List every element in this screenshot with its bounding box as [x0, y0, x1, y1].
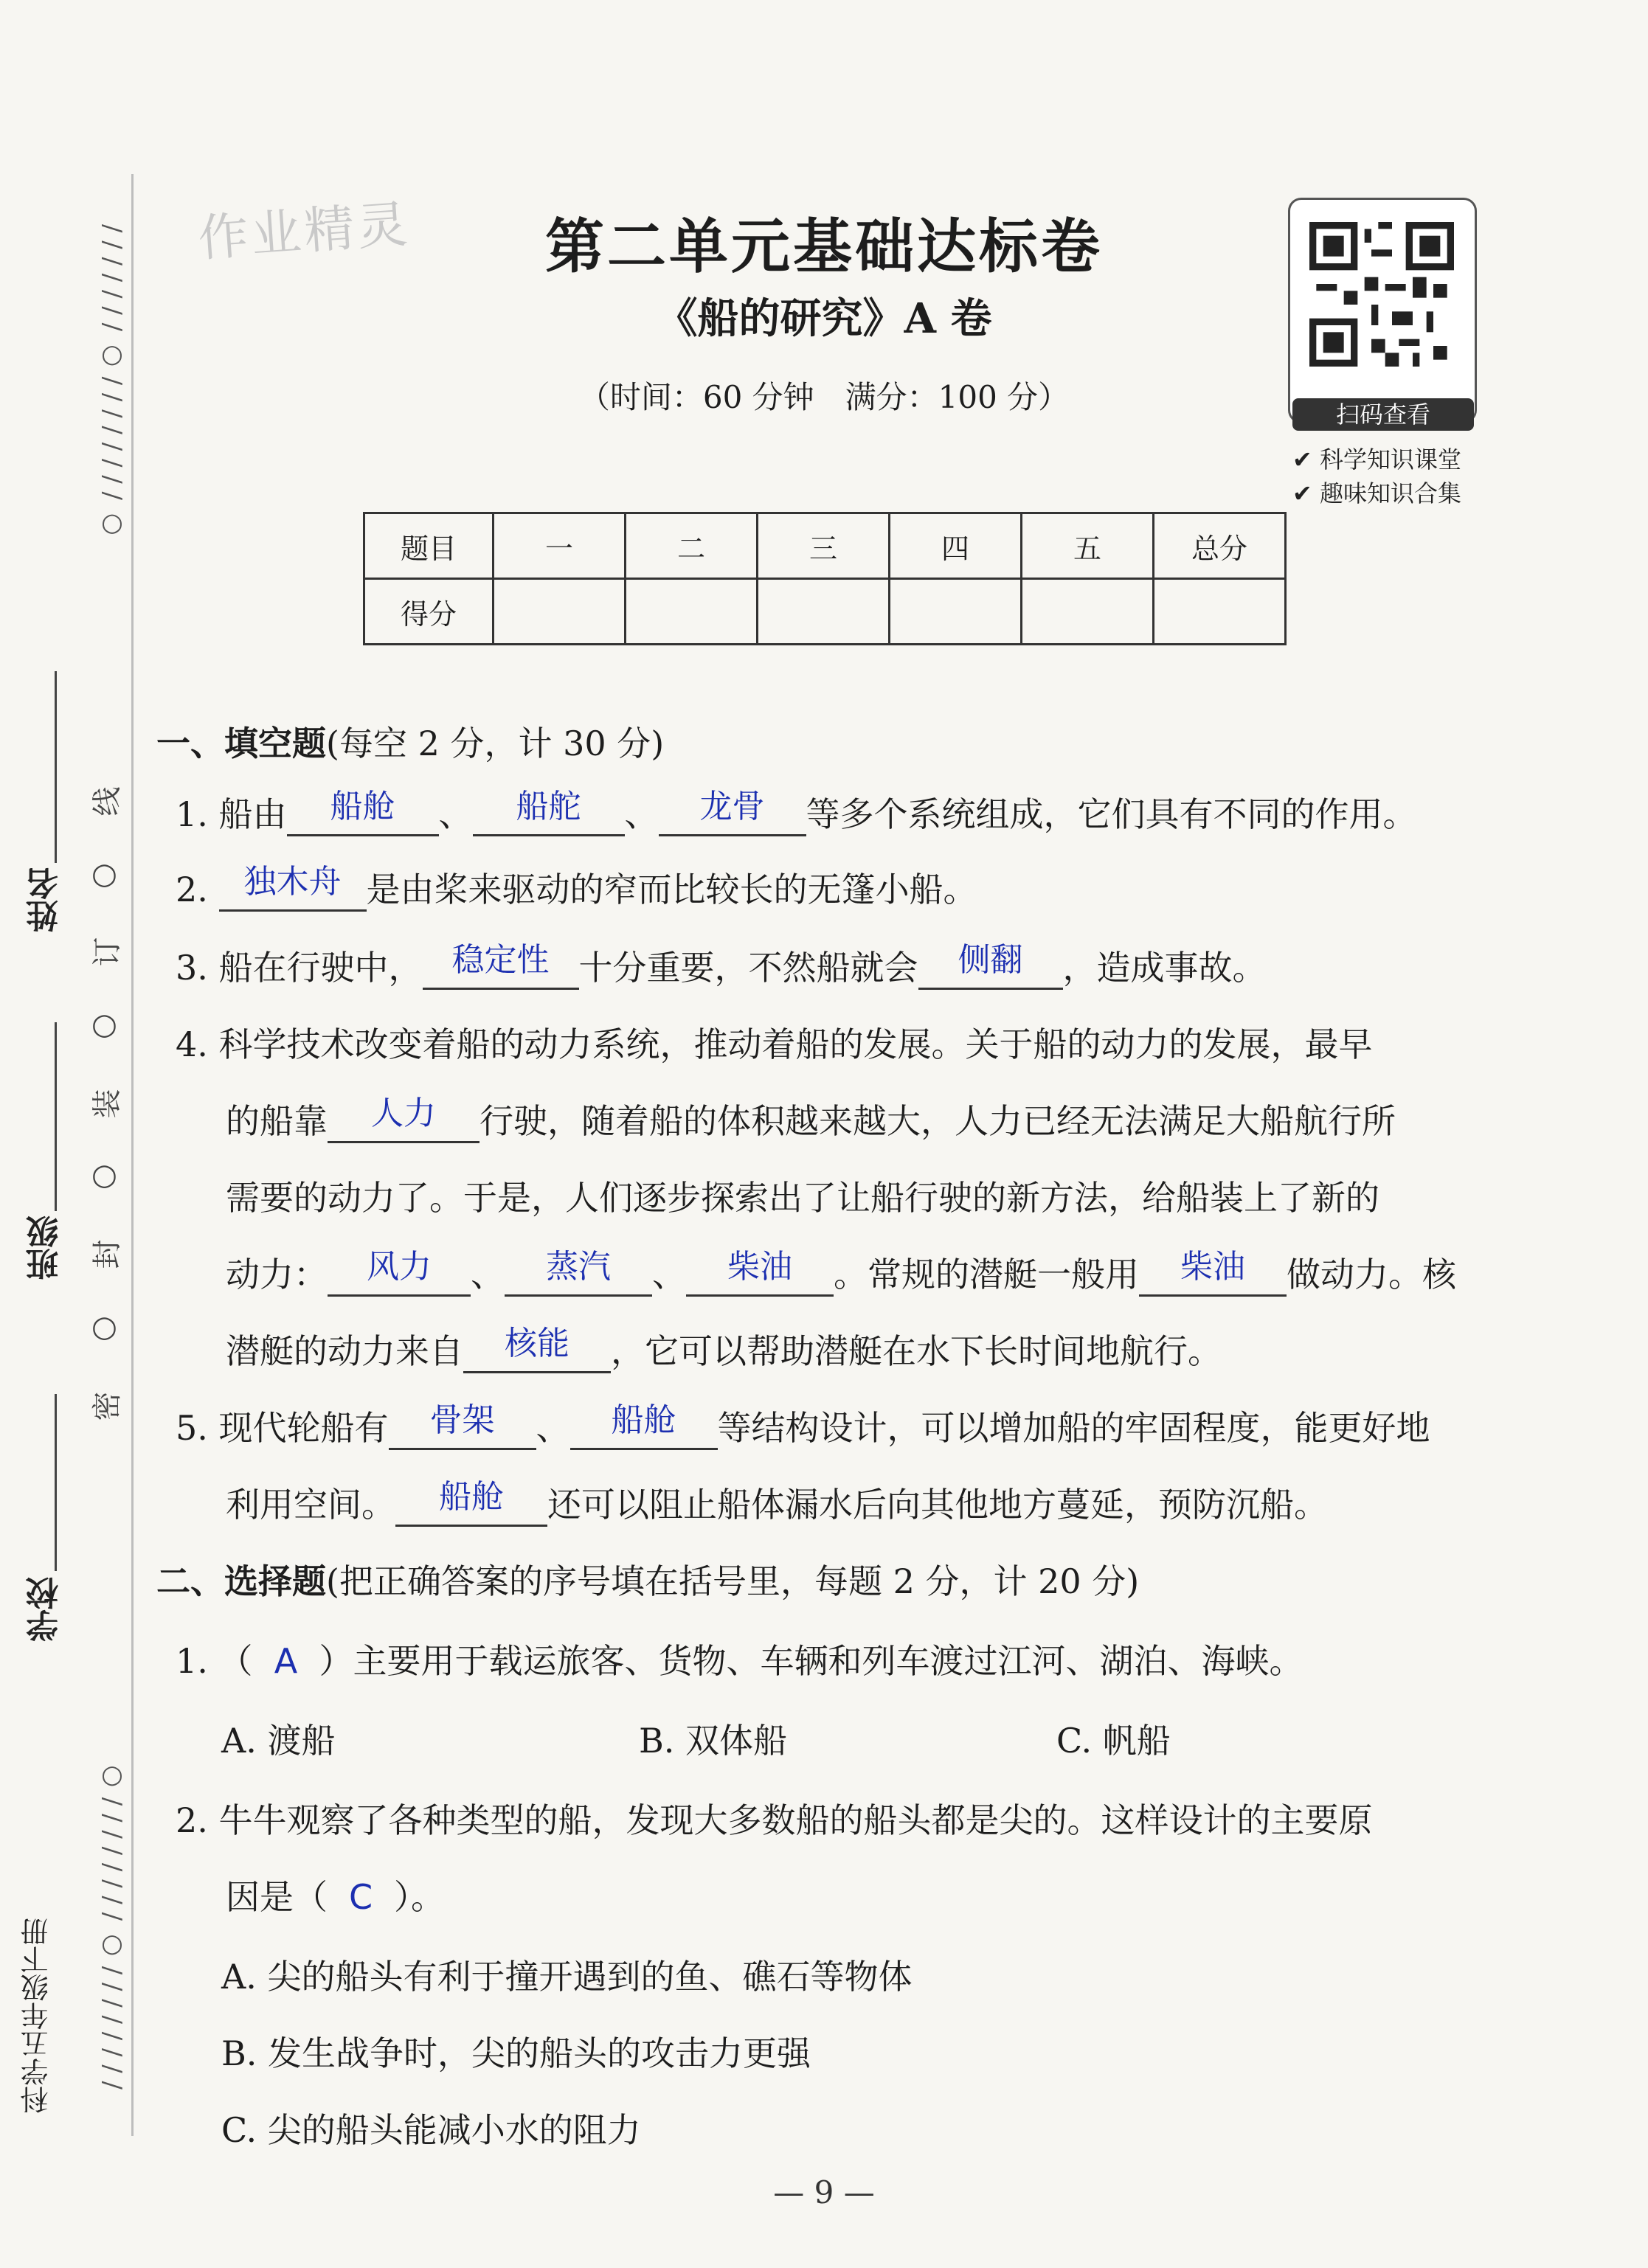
s1-q3 [176, 941, 1267, 990]
answer-blank[interactable] [328, 1095, 479, 1143]
cut-mark-mi: 密 [90, 1391, 125, 1421]
s2-q2-option-a[interactable]: A. 尖的船头有利于撞开遇到的鱼、礁石等物体 [221, 1957, 913, 1997]
s1-q5-line1 [176, 1401, 1430, 1450]
separator: 、 [652, 1255, 686, 1294]
time-info: （时间：60 分钟 满分：100 分） [578, 379, 1070, 415]
s2-q1 [176, 1634, 1303, 1683]
score-header-cell: 三 [758, 513, 890, 579]
binding-margin-line [131, 174, 134, 2136]
name-field-label: 姓名 [27, 867, 64, 932]
s2-q2-line2 [226, 1870, 445, 1919]
score-header-cell: 四 [890, 513, 1022, 579]
handwritten-answer: 柴油 [727, 1248, 792, 1286]
question-text: ，它可以帮助潜艇在水下长时间地航行。 [611, 1331, 1222, 1371]
question-number: 4. [176, 1024, 208, 1064]
question-text: 十分重要，不然船就会 [578, 948, 918, 988]
question-text: 等结构设计，可以增加船的牢固程度，能更好地 [717, 1408, 1430, 1448]
answer-blank[interactable] [389, 1401, 536, 1450]
s1-q4-line3 [226, 1171, 1379, 1220]
bracket: （ [218, 1641, 253, 1681]
score-cell[interactable] [758, 579, 890, 645]
score-row-label: 得分 [364, 579, 494, 645]
separator: 、 [536, 1408, 570, 1448]
handwritten-answer: 船舵 [516, 788, 581, 825]
s2-q1-option-c[interactable]: C. 帆船 [1056, 1721, 1171, 1761]
answer-blank[interactable] [505, 1248, 652, 1297]
answer-blank[interactable] [686, 1248, 834, 1297]
choice-answer[interactable]: C [348, 1877, 373, 1917]
handwritten-answer: 船舱 [330, 788, 395, 825]
s1-q1 [176, 788, 1417, 836]
question-text: 还可以阻止船体漏水后向其他地方蔓延，预防沉船。 [547, 1485, 1328, 1525]
question-text: 等多个系统组成，它们具有不同的作用。 [806, 794, 1417, 834]
separator: 、 [438, 794, 473, 834]
score-cell[interactable] [626, 579, 758, 645]
question-number: 1. [176, 794, 208, 834]
qr-code-icon [1309, 222, 1454, 367]
book-label: 科学五年级下册 [21, 1918, 53, 2114]
binding-dashes-top: / / / / / / / ○ / / / / / / / / ○ [97, 223, 127, 538]
question-text: 主要用于载运旅客、货物、车辆和列车渡过江河、湖泊、海峡。 [353, 1641, 1303, 1681]
school-field-line[interactable] [55, 1394, 57, 1571]
separator: 、 [471, 1255, 505, 1294]
question-text: 行驶，随着船的体积越来越大，人力已经无法满足大船航行所 [479, 1101, 1396, 1141]
score-header-cell: 题目 [364, 513, 494, 579]
handwritten-answer: 独木舟 [243, 863, 342, 901]
answer-blank[interactable] [918, 941, 1063, 990]
handwritten-answer: 核能 [505, 1325, 569, 1362]
section1-title: 一、填空题 [156, 724, 326, 763]
handwritten-answer: 船舱 [611, 1401, 676, 1439]
question-text: 的船靠 [226, 1101, 328, 1141]
cut-mark-zhuang: 装 [90, 1089, 125, 1119]
s1-q4-line1 [176, 1018, 1373, 1067]
cut-mark-feng: 封 [90, 1239, 125, 1269]
name-field-line[interactable] [55, 671, 57, 863]
score-header-cell: 一 [494, 513, 626, 579]
s2-q2-option-b[interactable]: B. 发生战争时，尖的船头的攻击力更强 [221, 2033, 811, 2073]
page-title: 第二单元基础达标卷 [545, 212, 1103, 281]
cut-mark-xian: 线 [90, 786, 125, 816]
question-number: 2. [176, 870, 208, 909]
separator: 、 [624, 794, 659, 834]
page-subtitle: 《船的研究》A 卷 [656, 294, 992, 343]
answer-blank[interactable] [463, 1325, 611, 1373]
question-text: 是由桨来驱动的窄而比较长的无篷小船。 [366, 870, 977, 909]
handwritten-answer: 人力 [371, 1095, 436, 1132]
s1-q4-line5 [226, 1325, 1222, 1373]
binding-dashes-bottom: ○ / / / / / / / / ○ / / / / / / / / [97, 1760, 127, 2090]
s1-q5-line2 [226, 1478, 1328, 1527]
bracket: ） [319, 1641, 353, 1681]
score-header-cell: 总分 [1154, 513, 1286, 579]
question-text: 利用空间。 [226, 1485, 395, 1525]
handwritten-answer: 侧翻 [958, 941, 1023, 979]
score-table-score-row [364, 579, 1286, 645]
answer-blank[interactable] [328, 1248, 471, 1297]
s2-q1-option-a[interactable]: A. 渡船 [221, 1721, 336, 1761]
score-table-header-row [364, 513, 1286, 579]
handwritten-answer: 柴油 [1180, 1248, 1245, 1286]
question-number: 1. [176, 1641, 208, 1681]
qr-note-1: ✔ 科学知识课堂 [1292, 445, 1461, 474]
score-cell[interactable] [1022, 579, 1154, 645]
answer-blank[interactable] [219, 863, 367, 912]
answer-blank[interactable] [473, 788, 625, 836]
section2-note: (把正确答案的序号填在括号里，每题 2 分，计 20 分) [326, 1561, 1140, 1601]
s2-q2-option-c[interactable]: C. 尖的船头能减小水的阻力 [221, 2110, 641, 2150]
answer-blank[interactable] [395, 1478, 547, 1527]
watermark: 作业精灵 [196, 195, 412, 268]
cut-mark-ding: 订 [90, 937, 125, 967]
question-number: 3. [176, 948, 208, 988]
answer-blank[interactable] [287, 788, 439, 836]
question-text: 动力： [226, 1255, 328, 1294]
question-text: 船在行驶中， [218, 948, 423, 988]
handwritten-answer: 骨架 [429, 1401, 495, 1439]
s1-q4-line2 [226, 1095, 1396, 1143]
cut-circle: ○ [91, 857, 117, 891]
cut-circle: ○ [91, 1310, 117, 1344]
score-cell[interactable] [1154, 579, 1286, 645]
qr-note-2: ✔ 趣味知识合集 [1292, 479, 1461, 507]
question-text: 需要的动力了。于是，人们逐步探索出了让船行驶的新方法，给船装上了新的 [226, 1178, 1379, 1218]
score-header-cell: 二 [626, 513, 758, 579]
answer-blank[interactable] [570, 1401, 718, 1450]
question-text: 做动力。核 [1287, 1255, 1456, 1294]
question-text: ，造成事故。 [1062, 948, 1267, 988]
s1-q2 [176, 863, 977, 912]
class-field-label: 班级 [27, 1216, 64, 1280]
section1-heading [156, 717, 664, 766]
answer-blank[interactable] [1139, 1248, 1287, 1297]
handwritten-answer: 风力 [367, 1248, 432, 1286]
s2-q1-option-b[interactable]: B. 双体船 [639, 1721, 788, 1761]
s2-q2-line1 [176, 1794, 1373, 1842]
question-text: 。常规的潜艇一般用 [834, 1255, 1139, 1294]
question-text: 潜艇的动力来自 [226, 1331, 463, 1371]
handwritten-answer: 蒸汽 [546, 1248, 611, 1286]
question-text: 因是（ [226, 1877, 328, 1917]
question-text: ）。 [394, 1877, 445, 1917]
question-number: 2. [176, 1800, 208, 1840]
question-number: 5. [176, 1408, 208, 1448]
section1-note: (每空 2 分，计 30 分) [326, 724, 665, 763]
class-field-line[interactable] [55, 1022, 57, 1211]
cut-circle: ○ [91, 1008, 117, 1041]
scan-tag[interactable]: 扫码查看 [1292, 398, 1474, 431]
answer-blank[interactable] [423, 941, 579, 990]
section2-title: 二、选择题 [156, 1561, 326, 1601]
cut-circle: ○ [91, 1158, 117, 1192]
handwritten-answer: 龙骨 [699, 788, 765, 825]
answer-blank[interactable] [659, 788, 806, 836]
handwritten-answer: 船舱 [439, 1478, 504, 1516]
score-table [363, 512, 1287, 645]
choice-answer[interactable]: A [274, 1641, 298, 1681]
question-text: 现代轮船有 [218, 1408, 389, 1448]
school-field-label: 学校 [27, 1577, 64, 1642]
score-cell[interactable] [494, 579, 626, 645]
question-text: 科学技术改变着船的动力系统，推动着船的发展。关于船的动力的发展，最早 [218, 1024, 1373, 1064]
score-cell[interactable] [890, 579, 1022, 645]
question-text: 牛牛观察了各种类型的船，发现大多数船的船头都是尖的。这样设计的主要原 [218, 1800, 1373, 1840]
question-text: 船由 [218, 794, 287, 834]
handwritten-answer: 稳定性 [451, 941, 550, 979]
score-header-cell: 五 [1022, 513, 1154, 579]
qr-code-card[interactable] [1288, 198, 1477, 423]
section2-heading [156, 1555, 1139, 1603]
page-number: — 9 — [773, 2174, 875, 2210]
s1-q4-line4 [226, 1248, 1456, 1297]
